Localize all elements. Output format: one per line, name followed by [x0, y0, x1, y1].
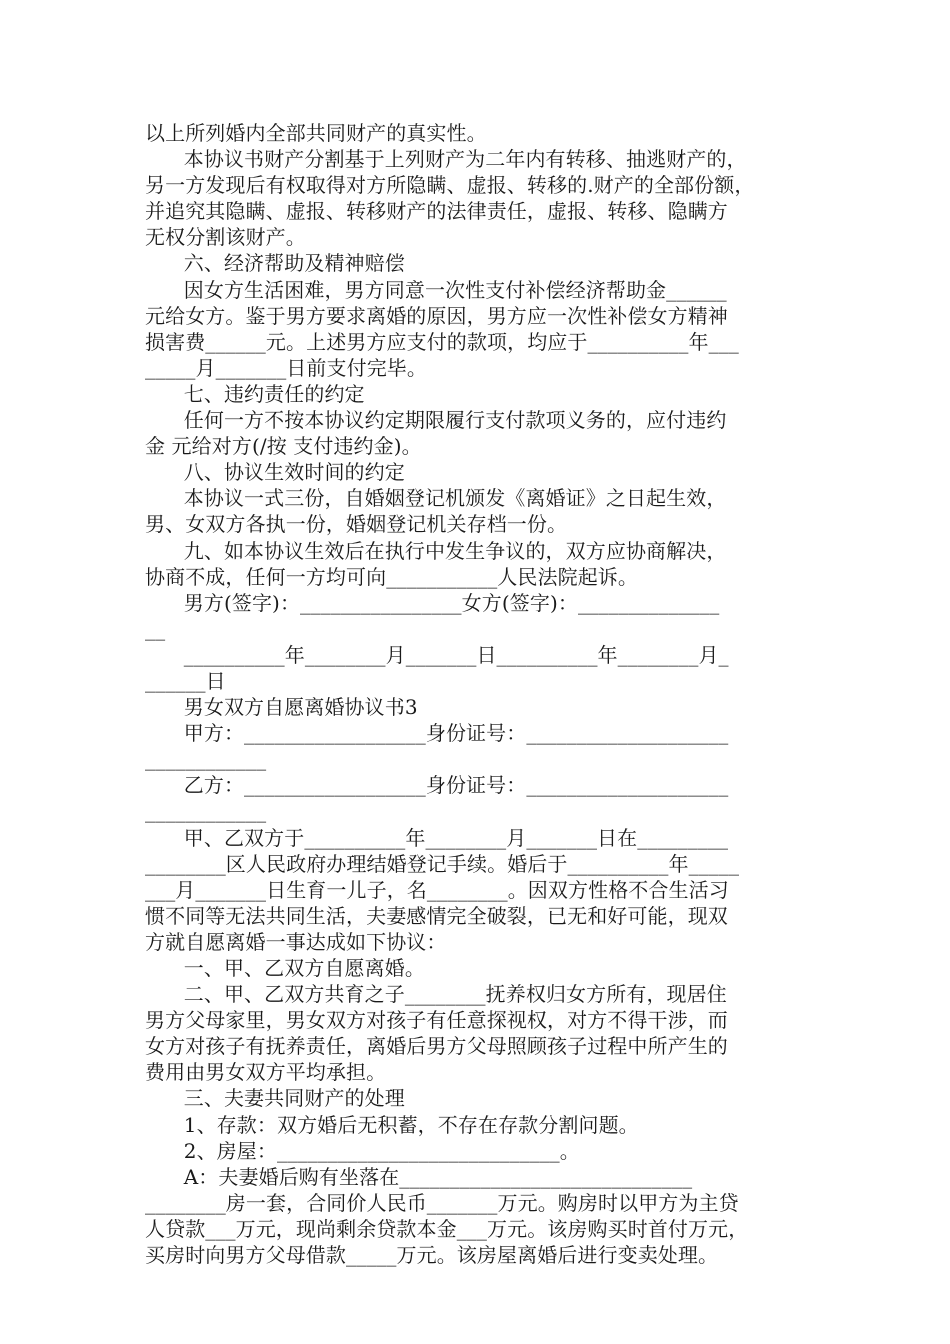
text-line: 因女方生活困难，男方同意一次性支付补偿经济帮助金______ [145, 277, 727, 302]
party-a-line: ____________ [145, 747, 267, 772]
party-b-line: 乙方：__________________身份证号：____________________ [145, 773, 729, 798]
text-line: ________房一套，合同价人民币_______万元。购房时以甲方为主贷 [145, 1190, 739, 1215]
text-line: 1、存款：双方婚后无积蓄，不存在存款分割问题。 [145, 1112, 639, 1137]
text-line: 九、如本协议生效后在执行中发生争议的，双方应协商解决， [145, 538, 727, 563]
text-line: ___月_______日生育一儿子，名________。因双方性格不合生活习 [145, 877, 729, 902]
section-heading: 七、违约责任的约定 [145, 381, 365, 406]
date-line: __________年________月_______日__________年________月_ [145, 642, 729, 667]
text-line: 男、女双方各执一份，婚姻登记机关存档一份。 [145, 512, 568, 537]
text-line: 2、房屋：____________________________。 [145, 1138, 580, 1163]
text-line: 男方父母家里，男女双方对孩子有任意探视权，对方不得干涉，而 [145, 1008, 728, 1033]
text-line: 无权分割该财产。 [145, 225, 306, 250]
date-line: ______日 [145, 668, 226, 693]
section-heading: 三、夫妻共同财产的处理 [145, 1086, 405, 1111]
text-line: 并追究其隐瞒、虚报、转移财产的法律责任，虚报、转移、隐瞒方 [145, 199, 728, 224]
section-heading: 一、甲、乙双方自愿离婚。 [145, 956, 425, 980]
text-line: 任何一方不按本协议约定期限履行支付款项义务的，应付违约 [145, 408, 727, 433]
text-line: 金 元给对方(/按 支付违约金)。 [145, 434, 422, 459]
text-line: 另一方发现后有权取得对方所隐瞒、虚报、转移的.财产的全部份额， [145, 173, 755, 198]
text-line: A：夫妻婚后购有坐落在_____________________________ [145, 1164, 693, 1189]
text-line: 费用由男女双方平均承担。 [145, 1060, 387, 1085]
text-line: 以上所列婚内全部共同财产的真实性。 [145, 121, 487, 145]
text-line: 买房时向男方父母借款_____万元。该房屋离婚后进行变卖处理。 [145, 1243, 719, 1268]
section-heading: 八、协议生效时间的约定 [145, 460, 405, 485]
text-line: 损害费______元。上述男方应支付的款项，均应于__________年___ [145, 329, 739, 354]
text-line: 人贷款___万元，现尚剩余贷款本金___万元。该房购买时首付万元， [145, 1216, 749, 1241]
document-title: 男女双方自愿离婚协议书3 [145, 695, 418, 720]
party-a-line: 甲方：__________________身份证号：____________________ [145, 721, 729, 746]
party-b-line: ____________ [145, 799, 267, 824]
signature-line: __ [145, 616, 166, 641]
text-line: 元给女方。鉴于男方要求离婚的原因，男方应一次性补偿女方精神 [145, 303, 728, 328]
text-line: 本协议一式三份，自婚姻登记机颁发《离婚证》之日起生效， [145, 486, 727, 511]
text-line: 方就自愿离婚一事达成如下协议： [145, 929, 447, 954]
text-line: 甲、乙双方于__________年________月_______日在_________ [145, 825, 729, 850]
text-line: 惯不同等无法共同生活，夫妻感情完全破裂，已无和好可能，现双 [145, 903, 728, 928]
text-line: 协商不成，任何一方均可向___________人民法院起诉。 [145, 564, 638, 589]
section-heading: 六、经济帮助及精神赔偿 [145, 251, 405, 276]
text-line: ________区人民政府办理结婚登记手续。婚后于__________年_____ [145, 851, 740, 876]
document-body [145, 120, 810, 1268]
text-line: 女方对孩子有抚养责任，离婚后男方父母照顾孩子过程中所产生的 [145, 1034, 728, 1059]
text-line: 本协议书财产分割基于上列财产为二年内有转移、抽逃财产的， [145, 147, 747, 172]
signature-line: 男方(签字)：________________女方(签字)：______________ [145, 590, 720, 615]
text-line: _____月_______日前支付完毕。 [145, 355, 427, 380]
text-line: 二、甲、乙双方共育之子________抚养权归女方所有，现居住 [145, 982, 727, 1007]
